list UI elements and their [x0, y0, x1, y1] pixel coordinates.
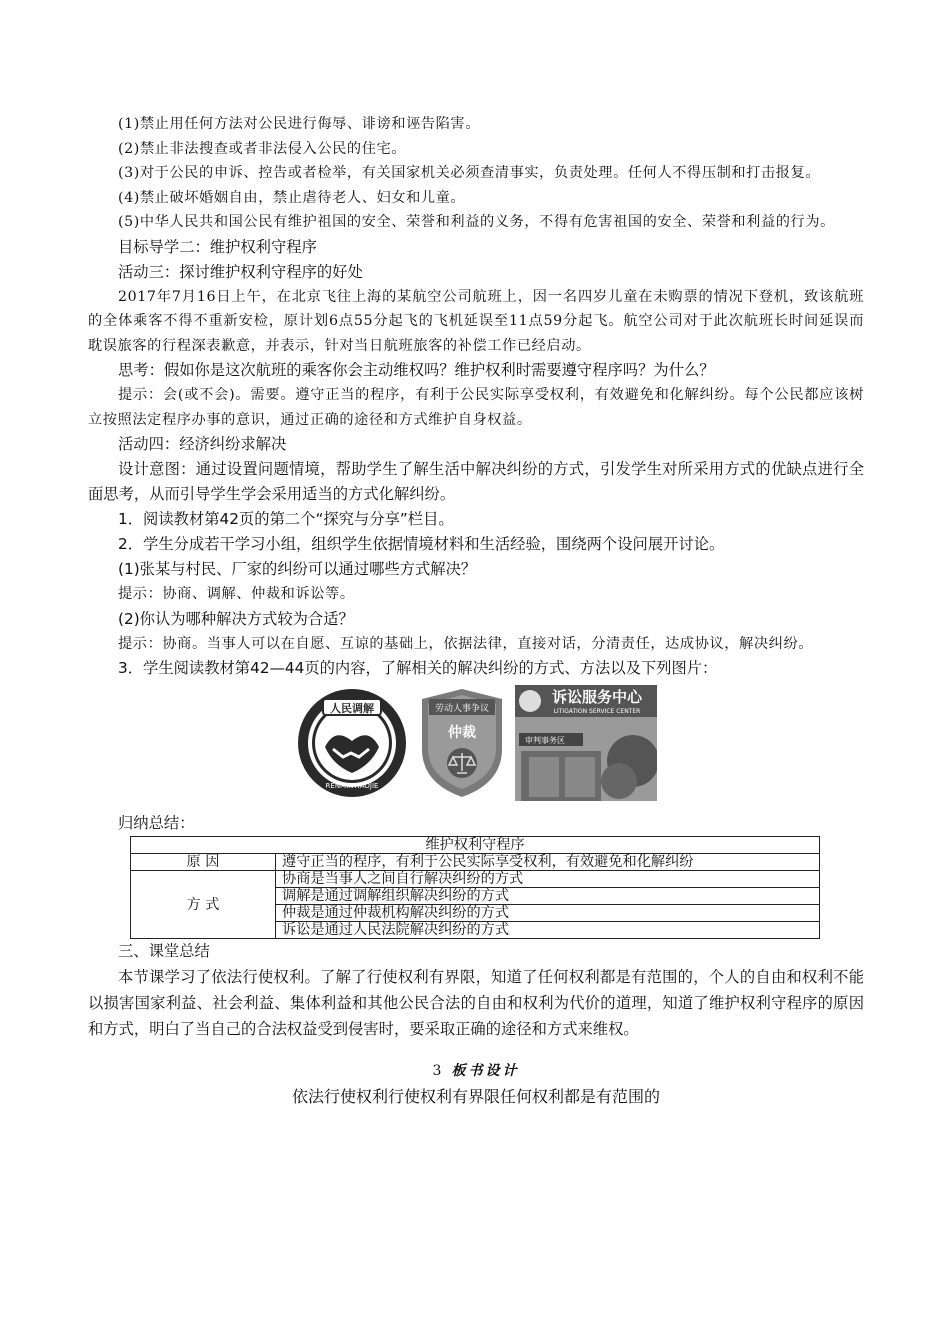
step-text: 3．学生阅读教材第42—44页的内容，了解相关的解决纠纷的方式、方法以及下列图片： [118, 659, 718, 677]
dispute-resolution-images [88, 685, 864, 801]
method-item: 诉讼是通过人民法院解决纠纷的方式 [276, 922, 820, 939]
paragraph: (2)禁止非法搜查或者非法侵入公民的住宅。 [118, 140, 407, 157]
photo-en-text: LITIGATION SERVICE CENTER [553, 708, 641, 715]
think-question: 思考：假如你是这次航班的乘客你会主动维权吗？维护权利时需要遵守程序吗？为什么？ [118, 361, 715, 379]
paragraph: (1)禁止用任何方法对公民进行侮辱、诽谤和诬告陷害。 [118, 116, 481, 132]
hint-text: 提示：会(或不会)。需要。遵守正当的程序，有利于公民实际享受权利，有效避免和化解纠纷。每个公民都应该树立按照法定程序办事的意识，通过正确的途径和方式维护自身权益。 [88, 387, 864, 428]
paragraph: (3)对于公民的申诉、控告或者检举，有关国家机关必须查清事实，负责处理。任何人不得压制和打击报复。 [118, 165, 821, 181]
case-story: 2017年7月16日上午，在北京飞往上海的某航空公司航班上，因一名四岁儿童在未购票的情况下登机，致该航班的全体乘客不得不重新安检，原计划6点55分起飞的飞机延误至11点59分起飞。航空公司对于此次航班长时间延误而耽误旅客的行程深表歉意，并表示，针对当日航班旅客的补偿工作已经启动。 [88, 288, 864, 354]
class-summary: 本节课学习了依法行使权利。了解了行使权利有界限，知道了任何权利都是有范围的，个人的自由和权利不能以损害国家利益、社会利益、集体利益和其他公民合法的自由和权利为代价的道理，知道了维护权利守程序的原因和方式，明白了当自己的合法权益受到侵害时，要采取正确的途径和方式来维权。 [88, 968, 864, 1038]
table-header: 维护权利守程序 [131, 837, 820, 854]
question-text: (1)张某与村民、厂家的纠纷可以通过哪些方式解决？ [118, 560, 477, 578]
summary-label: 归纳总结： [118, 814, 195, 832]
step-text: 2．学生分成若干学习小组，组织学生依据情境材料和生活经验，围绕两个设问展开讨论。 [118, 535, 725, 553]
activity-heading: 活动三：探讨维护权利守程序的好处 [118, 262, 363, 281]
board-content: 依法行使权利行使权利有界限任何权利都是有范围的 [291, 1087, 660, 1106]
goal-heading: 目标导学二：维护权利守程序 [118, 237, 317, 256]
photo-sign-text: 审判事务区 [525, 736, 565, 745]
photo-title-text: 诉讼服务中心 [551, 688, 643, 706]
paragraph: (5)中华人民共和国公民有维护祖国的安全、荣誉和利益的义务，不得有危害祖国的安全、荣誉和利益的行为。 [118, 214, 835, 230]
hint-text: 提示：协商、调解、仲裁和诉讼等。 [118, 586, 355, 602]
logo-bottom-text: RENMINTIAOJIE [325, 782, 379, 790]
question-text: (2)你认为哪种解决方式较为合适？ [118, 609, 354, 628]
section-heading: 三、课堂总结 [118, 942, 210, 960]
board-design-heading [88, 1060, 864, 1082]
method-item: 仲裁是通过仲裁机构解决纠纷的方式 [276, 905, 820, 922]
summary-table [130, 836, 820, 939]
people-mediation-logo [295, 685, 409, 801]
reason-text: 遵守正当的程序，有利于公民实际享受权利，有效避免和化解纠纷 [276, 854, 820, 871]
design-intent: 设计意图：通过设置问题情境，帮助学生了解生活中解决纠纷的方式，引发学生对所采用方式的优缺点进行全面思考，从而引导学生学会采用适当的方式化解纠纷。 [88, 460, 864, 503]
logo-top-text: 人民调解 [330, 702, 374, 715]
hint-text: 提示：协商。当事人可以在自愿、互谅的基础上，依据法律，直接对话，分清责任，达成协议，解决纠纷。 [118, 635, 814, 652]
badge-mid-text: 仲裁 [448, 725, 476, 741]
method-item: 调解是通过调解组织解决纠纷的方式 [276, 888, 820, 905]
method-label: 方 式 [131, 871, 276, 939]
board-number: 3 [432, 1063, 442, 1079]
document-page [88, 112, 864, 1110]
labor-arbitration-badge [417, 685, 507, 801]
step-text: 1．阅读教材第42页的第二个“探究与分享”栏目。 [118, 510, 454, 528]
badge-top-text: 劳动人事争议 [434, 704, 490, 714]
board-title: 板书设计 [451, 1063, 520, 1079]
paragraph: (4)禁止破坏婚姻自由，禁止虐待老人、妇女和儿童。 [118, 189, 466, 206]
method-item: 协商是当事人之间自行解决纠纷的方式 [276, 871, 820, 888]
reason-label: 原 因 [131, 854, 276, 871]
table-row [131, 837, 820, 854]
table-row [131, 871, 820, 888]
activity-heading: 活动四：经济纠纷求解决 [118, 435, 287, 453]
litigation-service-center-photo [515, 685, 657, 801]
table-row [131, 854, 820, 871]
